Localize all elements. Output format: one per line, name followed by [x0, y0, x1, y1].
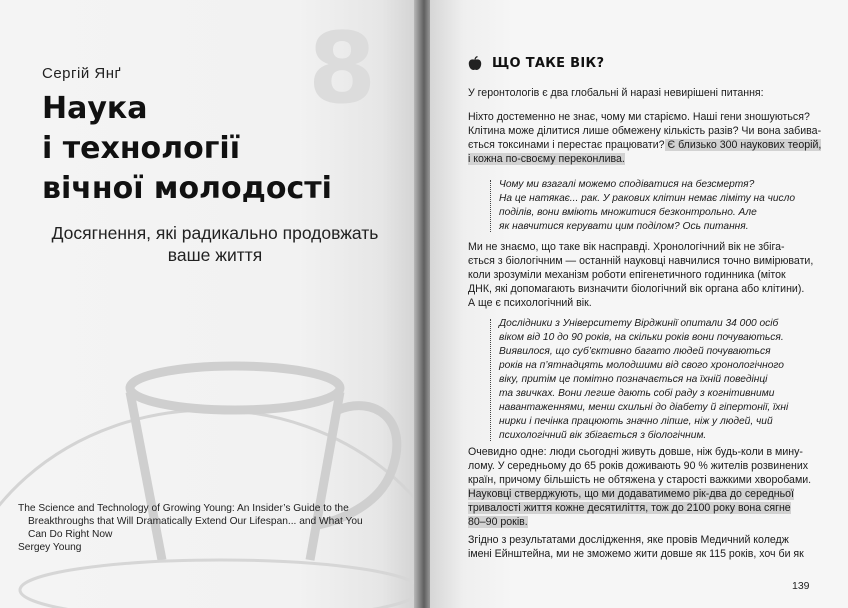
text-line: лому. У середньому до 65 років доживають 90 % жителів розвинених — [468, 460, 809, 472]
author-name: Сергій Янґ — [42, 65, 122, 82]
text-line — [468, 487, 810, 501]
apple-icon — [468, 56, 482, 71]
paragraph-3 — [468, 445, 810, 529]
quote-line: Дослідники з Університету Вірджинії опитали 34 000 осіб — [499, 318, 779, 329]
chapter-number: 8 — [308, 12, 377, 126]
quote-line: віку, притім це помітно позначається на їхній поведінці — [499, 374, 768, 385]
quote-2 — [490, 317, 810, 443]
intro-paragraph: У геронтологів є два глобальні й наразі невирішені питання: — [468, 87, 764, 99]
text-line — [468, 515, 810, 529]
title-line: Наука — [42, 91, 148, 126]
right-page — [430, 0, 848, 608]
quote-line: років на п’ятнадцять молодшими від свого хронологічного — [499, 360, 784, 371]
text-line: Клітина може ділитися лише обмежену кількість разів? Чи вона забива- — [468, 125, 822, 137]
page-number: 139 — [792, 580, 810, 592]
credits-line: The Science and Technology of Growing Young: An Insider’s Guide to the — [18, 503, 349, 514]
credits-line: Breakthroughs that Will Dramatically Extend Our Lifespan... and What You — [28, 516, 363, 527]
highlighted-text: Науковці стверджують, що ми додаватимемо рік-два до середньої — [468, 488, 795, 500]
section-header — [468, 56, 604, 71]
quote-line: Чому ми взагалі можемо сподіватися на безсмертя? — [499, 179, 755, 190]
quote-line: як навчитися керувати цим поділом? Ось питання. — [499, 221, 749, 232]
title-line: вічної молодості — [42, 171, 332, 206]
quote-1 — [490, 178, 810, 234]
subtitle-line: Досягнення, які радикально продовжать — [51, 223, 379, 243]
book-subtitle — [30, 222, 400, 266]
credits-author: Sergey Young — [18, 542, 82, 553]
text-line: ється з біологічним — останній науковці навчилися точно вимірювати, — [468, 255, 814, 267]
text-line: коли зрозуміли механізм роботи епігенетичного годинника (міток — [468, 269, 786, 281]
title-line: і технології — [42, 131, 240, 166]
book-title — [42, 89, 382, 209]
text-line: Згідно з результатами дослідження, яке провів Медичний коледж — [468, 534, 789, 546]
text-line: ДНК, які допомагають визначити біологічний вік органа або клітини). — [468, 283, 805, 295]
text-line: Ми не знаємо, що таке вік насправді. Хронологічний вік не збіга- — [468, 241, 785, 253]
credits-line: Can Do Right Now — [28, 529, 113, 540]
subtitle-line: ваше життя — [167, 245, 263, 265]
text-line: Ніхто достеменно не знає, чому ми старіємо. Наші гени зношуються? — [468, 111, 810, 123]
quote-line: Виявилося, що суб’єктивно багато людей почуваються — [499, 346, 771, 357]
highlighted-text: і кожна по-своєму переконлива. — [468, 153, 625, 165]
quote-line: психологічний вік збігається з біологічним. — [499, 430, 707, 441]
original-edition-credits — [18, 502, 398, 554]
section-title: ЩО ТАКЕ ВІК? — [492, 56, 605, 71]
quote-line: навантаженнями, менш схильні до діабету й гіпертонії, їхні — [499, 402, 789, 413]
quote-line: віком від 10 до 90 років, на скільки років вони почуваються. — [499, 332, 784, 343]
highlighted-text: 80–90 років. — [468, 516, 528, 528]
highlighted-text: тривалості життя кожне десятиліття, тож до 2100 року вона сягне — [468, 502, 791, 514]
quote-line: нирки і печінка працюють значно ліпше, ніж у людей, чий — [499, 416, 773, 427]
quote-line: На це натякає... рак. У ракових клітин немає ліміту на число — [499, 193, 796, 204]
text-line: Очевидно одне: люди сьогодні живуть довше, ніж будь-коли в мину- — [468, 446, 803, 458]
text-line: країн, причому більшість не обтяжена у старості важкими хворобами. — [468, 474, 812, 486]
paragraph-4 — [468, 533, 810, 561]
highlighted-text: Є близько 300 наукових теорій, — [664, 139, 822, 151]
text-line — [468, 501, 810, 515]
text-line: А ще є психологічний вік. — [468, 297, 592, 309]
text-line: імені Ейнштейна, ми не зможемо жити довше як 115 років, хоч би як — [468, 548, 804, 560]
quote-line: та звичках. Вони легше дають собі раду з когнітивними — [499, 388, 775, 399]
paragraph-2 — [468, 240, 814, 310]
text-line — [468, 138, 822, 152]
paragraph-1 — [468, 110, 822, 166]
text-segment: ється токсинами і перестає працювати? — [468, 139, 665, 151]
quote-line: поділів, вони вміють множитися безконтрольно. Але — [499, 207, 757, 218]
text-line — [468, 152, 810, 166]
